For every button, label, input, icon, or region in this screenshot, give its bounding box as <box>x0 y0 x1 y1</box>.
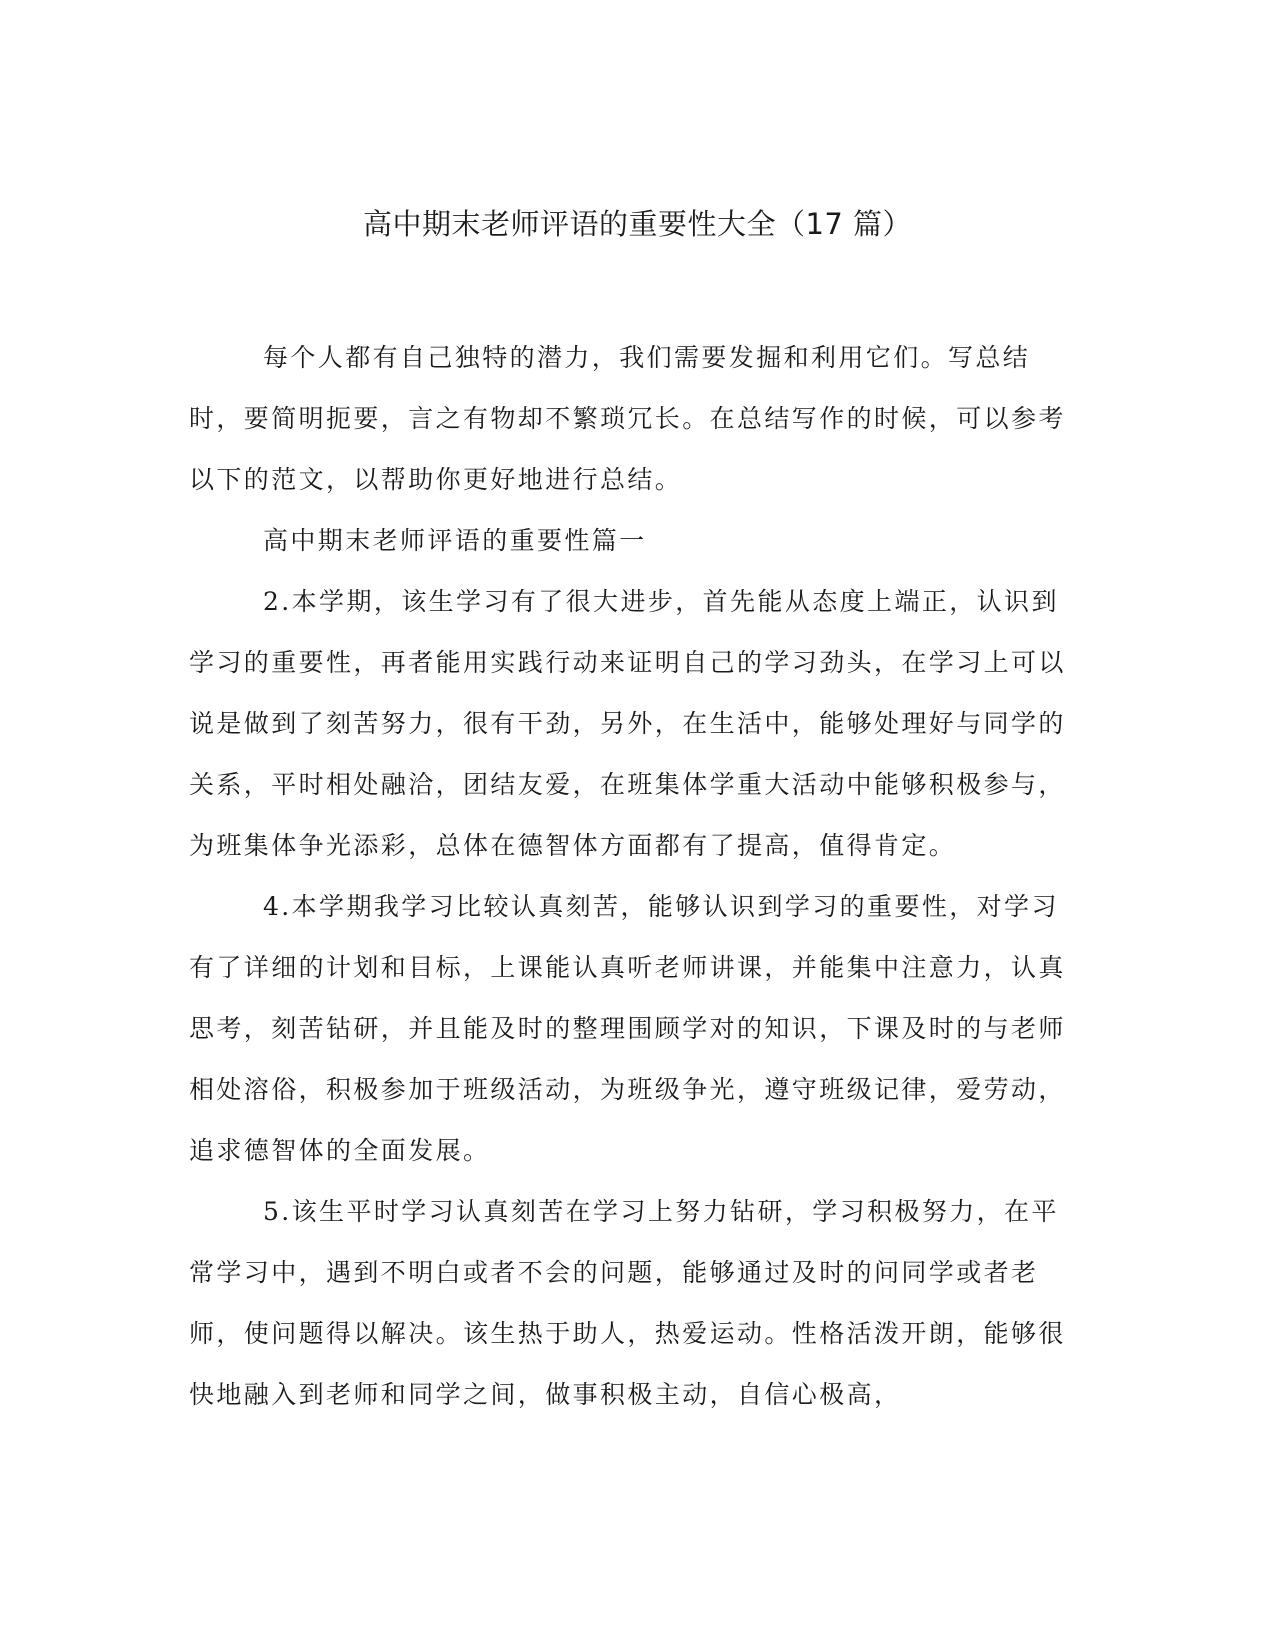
comment-paragraph-2: 2.本学期，该生学习有了很大进步，首先能从态度上端正，认识到学习的重要性，再者能用实践行动来证明自己的学习劲头，在学习上可以说是做到了刻苦努力，很有干劲，另外，在生活中，能够处理好与同学的关系，平时相处融洽，团结友爱，在班集体学重大活动中能够积极参与，为班集体争光添彩，总体在德智体方面都有了提高，值得肯定。 <box>189 587 1066 860</box>
intro-paragraph: 每个人都有自己独特的潜力，我们需要发掘和利用它们。写总结时，要简明扼要，言之有物却不繁琐冗长。在总结写作的时候，可以参考以下的范文，以帮助你更好地进行总结。 <box>189 343 1066 494</box>
section-heading: 高中期末老师评语的重要性篇一 <box>263 526 647 555</box>
document-title: 高中期末老师评语的重要性大全（17 篇） <box>362 207 913 241</box>
comment-paragraph-4: 4.本学期我学习比较认真刻苦，能够认识到学习的重要性，对学习有了详细的计划和目标，上课能认真听老师讲课，并能集中注意力，认真思考，刻苦钻研，并且能及时的整理围顾学对的知识，下课及时的与老师相处溶俗，积极参加于班级活动，为班级争光，遵守班级记律，爱劳动，追求德智体的全面发展。 <box>189 892 1066 1165</box>
document-body <box>189 327 1071 1425</box>
comment-paragraph-5: 5.该生平时学习认真刻苦在学习上努力钻研，学习积极努力，在平常学习中，遇到不明白或者不会的问题，能够通过及时的问同学或者老师，使问题得以解决。该生热于助人，热爱运动。性格活泼开朗，能够很快地融入到老师和同学之间，做事积极主动，自信心极高， <box>189 1197 1066 1409</box>
